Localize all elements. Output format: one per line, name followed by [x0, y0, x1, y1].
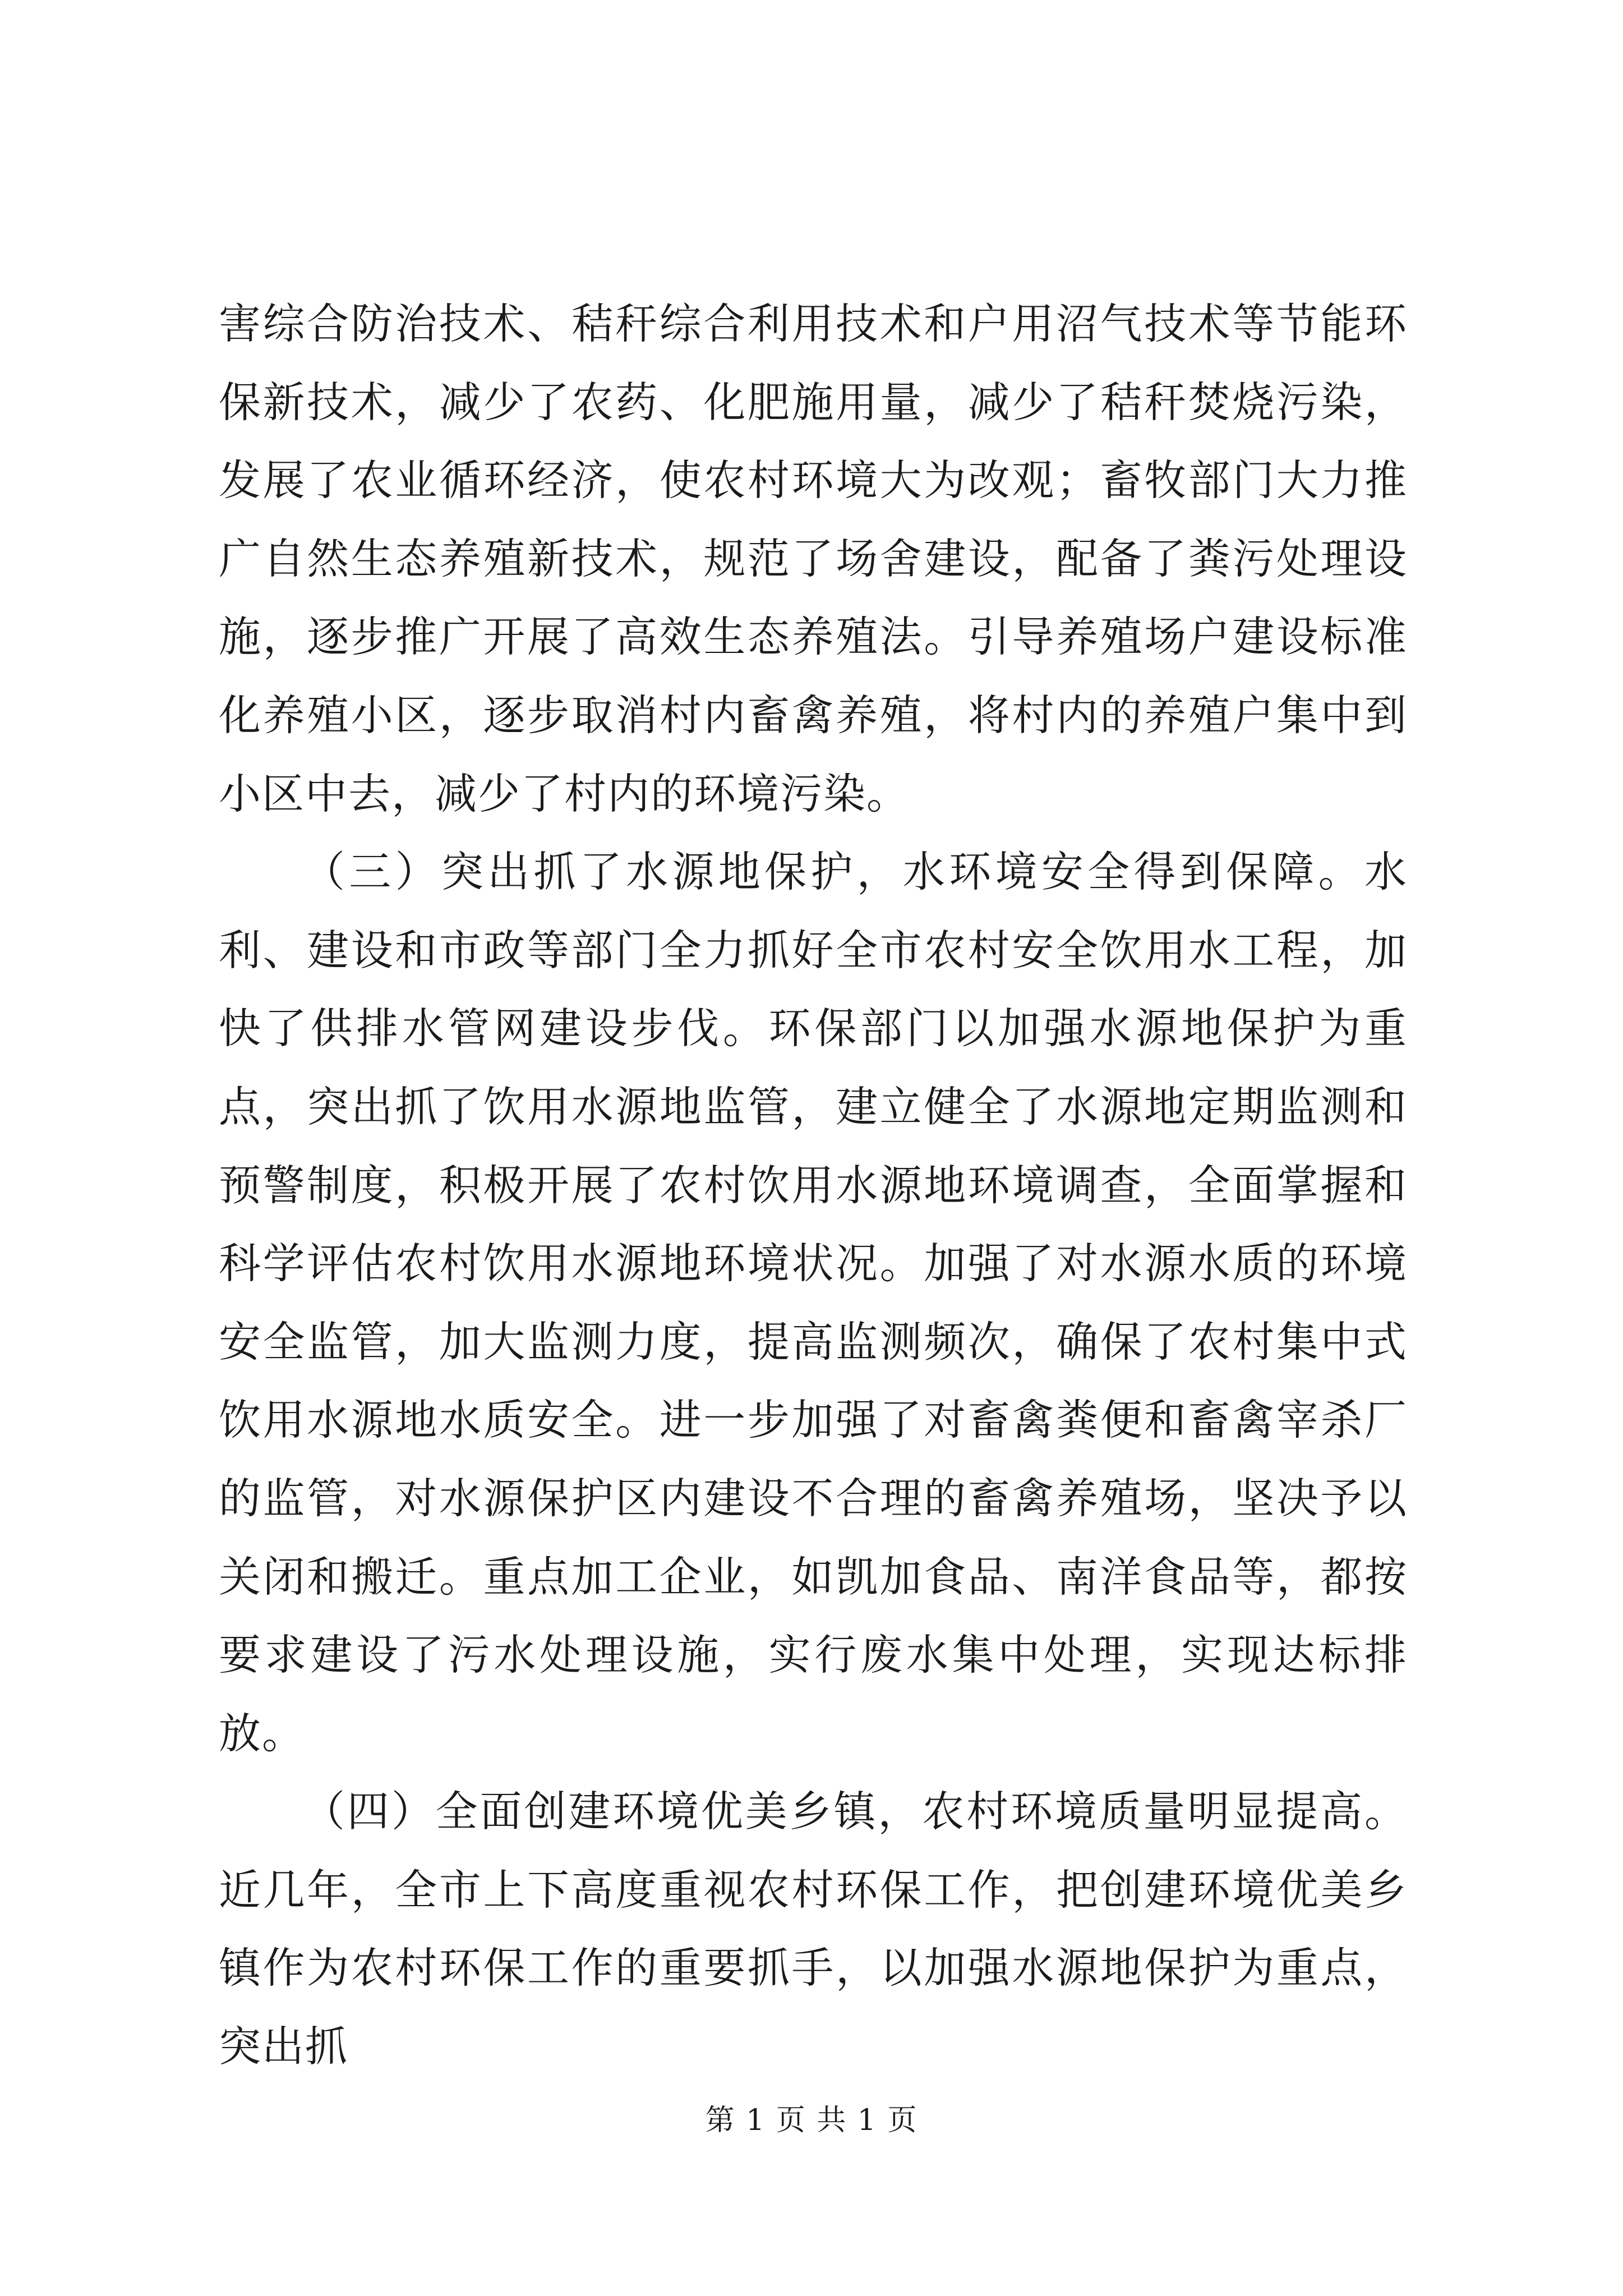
paragraph-beautiful-towns: （四）全面创建环境优美乡镇，农村环境质量明显提高。近几年，全市上下高度重视农村环保工作，把创建环境优美乡镇作为农村环保工作的重要抓手，以加强水源地保护为重点，突出抓 [219, 1787, 1408, 2072]
page-footer: 第 1 页 共 1 页 [705, 2104, 918, 2137]
document-body [219, 285, 1408, 2086]
paragraph-water-source-protection: （三）突出抓了水源地保护，水环境安全得到保障。水利、建设和市政等部门全力抓好全市农村安全饮用水工程，加快了供排水管网建设步伐。环保部门以加强水源地保护为重点，突出抓了饮用水源地监管，建立健全了水源地定期监测和预警制度，积极开展了农村饮用水源地环境调查，全面掌握和科学评估农村饮用水源地环境状况。加强了对水源水质的环境安全监管，加大监测力度，提高监测频次，确保了农村集中式饮用水源地水质安全。进一步加强了对畜禽粪便和畜禽宰杀厂的监管，对水源保护区内建设不合理的畜禽养殖场，坚决予以关闭和搬迁。重点加工企业，如凯加食品、南洋食品等，都按要求建设了污水处理设施，实行废水集中处理，实现达标排放。 [219, 847, 1408, 1758]
paragraph-pest-control: 害综合防治技术、秸秆综合利用技术和户用沼气技术等节能环保新技术，减少了农药、化肥施用量，减少了秸秆焚烧污染，发展了农业循环经济，使农村环境大为改观；畜牧部门大力推广自然生态养殖新技术，规范了场舍建设，配备了粪污处理设施，逐步推广开展了高效生态养殖法。引导养殖场户建设标准化养殖小区，逐步取消村内畜禽养殖，将村内的养殖户集中到小区中去，减少了村内的环境污染。 [219, 299, 1408, 818]
